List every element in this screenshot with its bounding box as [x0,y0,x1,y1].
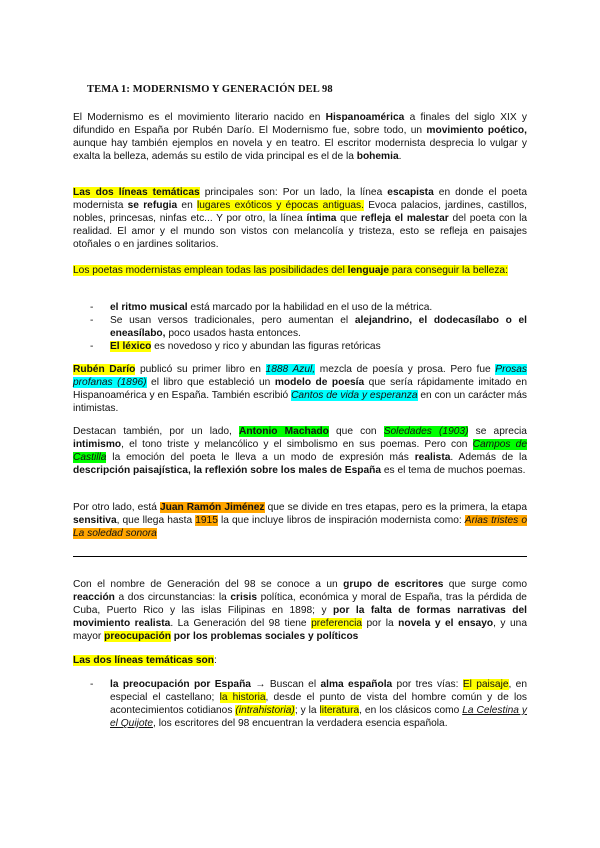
bold-text: la preocupación por España [110,679,251,690]
text: , el tono triste y melancólico y el simbolismo en sus poemas. Pero con [121,439,473,450]
bold-text: Hispanoamérica [325,112,405,123]
text: que sería rápidamente imitado en Hispanoamérica y en España. También escribió [73,377,528,401]
text: Con el nombre de Generación del 98 se conoce a un [73,579,344,590]
text: Evoca palacios, jardines, castillos, nobles, princesas, ninfas etc... Y por otro, la línea [73,200,527,224]
paragraph-antonio-machado [73,425,527,477]
text: , en los clásicos como [359,705,463,716]
list-item [88,301,527,314]
bold-text: realista [414,452,451,463]
text: : [213,655,217,666]
text: Destacan también, por un lado, [73,426,240,437]
bold-text: el ritmo musical [110,302,188,313]
paragraph-generacion-98 [73,578,527,643]
highlight-yellow: para conseguir la belleza: [389,265,508,276]
bold-text: movimiento poético, [426,125,527,136]
list-item [88,314,527,340]
text: . [398,151,402,162]
paragraph-modernismo-intro [73,111,527,163]
bold-text: reacción [73,592,115,603]
text: el libro que estableció un [146,377,275,388]
highlight-yellow: preocupación [104,631,171,642]
bold-text: se refugia [127,200,178,211]
bold-text: escapista [387,187,434,198]
highlight-green: Antonio Machado [239,426,329,437]
highlight-yellow: (intrahistoria) [235,705,295,716]
bold-text: descripción paisajística, la reflexión sobre los males de España [73,465,382,476]
highlight-orange: 1915 [195,515,218,526]
text: que se divide en tres etapas, pero es la primera, la etapa [264,502,528,513]
text: está marcado por la habilidad en el uso de la métrica. [187,302,433,313]
text: que con [328,426,384,437]
text: mezcla de poesía y prosa. Pero fue [315,364,496,375]
highlight-yellow: literatura [319,705,360,716]
bold-text: refleja el malestar [360,213,449,224]
text: . La Generación del 98 tiene [170,618,312,629]
text: del poeta con la realidad. El amor y el mundo son vistos con melancolía y tristeza, esto se refleja en paisajes otoñales o en jardines solitarios. [73,213,527,250]
bold-text: novela y el ensayo [398,618,494,629]
text: en [177,200,197,211]
text: publicó su primer libro en [135,364,266,375]
bold-text: íntima [306,213,337,224]
highlight-green: Soledades (1903) [383,426,469,437]
text: se aprecia [468,426,527,437]
highlight-cyan: 1888 Azul, [265,364,316,375]
underlined-text: La Celestina y el Quijote [110,705,527,729]
text: la emoción del poeta le lleva a un modo de expresión más [106,452,415,463]
highlight-yellow: El léxico [110,341,152,352]
text: que surge como [443,579,527,590]
text: → Buscan el [250,679,321,690]
list-item [88,678,527,730]
text: por tres vías: [392,679,463,690]
text: que [336,213,361,224]
highlight-yellow: Las dos líneas temáticas son [73,655,214,666]
bold-text: por los problemas sociales y políticos [170,631,359,642]
bold-text: grupo de escritores [343,579,444,590]
text: en donde el poeta modernista [73,187,528,211]
bold-text: intimismo [73,439,122,450]
text: Se usan versos tradicionales, pero aumentan el [110,315,355,326]
text: política, económica y moral de España, tras la pérdida de Cuba, Puerto Rico y las islas Filipinas en 1898; y [73,592,527,616]
bold-text: sensitiva [73,515,117,526]
highlight-orange: Arias tristes o La soledad sonora [73,515,527,539]
highlight-yellow: lenguaje [347,265,389,276]
paragraph-lenguaje [73,264,527,277]
bold-text: por la falta de formas narrativas del movimiento realista [73,605,527,629]
paragraph-lineas-tematicas [73,186,527,251]
text: por la [362,618,399,629]
paragraph-juan-ramon-jimenez [73,501,527,540]
highlight-yellow: lugares exóticos y épocas antiguas. [196,200,364,211]
bold-text: crisis [230,592,257,603]
text: ; y la [294,705,320,716]
text: , desde el punto de vista del hombre común y de los acontecimientos cotidianos [110,692,527,716]
highlight-cyan: Prosas profanas (1896) [73,364,527,388]
highlight-yellow: Las dos líneas temáticas [73,187,200,198]
text: Por otro lado, está [73,502,160,513]
text: , en especial el castellano; [110,679,528,703]
highlight-yellow: la historia [219,692,266,703]
text: aunque hay también ejemplos en novela y en teatro. El escritor modernista desprecia lo vulgar y exalta la belleza, además su estilo de vida principal es el de la [73,138,527,162]
bold-text: bohemia [356,151,399,162]
highlight-cyan: Cantos de vida y esperanza [291,390,418,401]
bold-text: alejandrino, el dodecasílabo o el eneasílabo, [110,315,527,339]
text: a dos circunstancias: la [114,592,231,603]
list-lenguaje [88,301,527,353]
text: . Además de la [450,452,527,463]
text: es el tema de muchos poemas. [381,465,526,476]
highlight-yellow: El paisaje [462,679,509,690]
text: la que incluye libros de inspiración modernista como: [217,515,465,526]
bold-text: modelo de poesía [274,377,365,388]
highlight-orange: Juan Ramón Jiménez [159,502,265,513]
text: en con un carácter más intimistas. [73,390,527,414]
highlight-yellow: Rubén Darío [73,364,136,375]
page-title: TEMA 1: MODERNISMO Y GENERACIÓN DEL 98 [87,84,333,95]
text: a finales del siglo XIX y difundido en España por Rubén Darío. El Modernismo fue, sobre todo, un [73,112,527,136]
list-lineas-98 [88,678,527,730]
text: , los escritores del 98 encuentran la verdadera esencia española. [153,718,448,729]
text: El Modernismo es el movimiento literario nacido en [73,112,326,123]
highlight-yellow: Los poetas modernistas emplean todas las posibilidades del [73,265,348,276]
text: poco usados hasta entonces. [165,328,301,339]
section-divider [73,556,527,557]
text: , que llega hasta [116,515,196,526]
text: , y una mayor [73,618,527,642]
highlight-green: Campos de Castilla [73,439,527,463]
text: es novedoso y rico y abundan las figuras retóricas [151,341,381,352]
text: principales son: Por un lado, la línea [199,187,388,198]
bold-text: alma española [320,679,393,690]
highlight-yellow: preferencia [311,618,363,629]
paragraph-lineas-98 [73,654,527,667]
paragraph-ruben-dario [73,363,527,415]
list-item [88,340,527,353]
